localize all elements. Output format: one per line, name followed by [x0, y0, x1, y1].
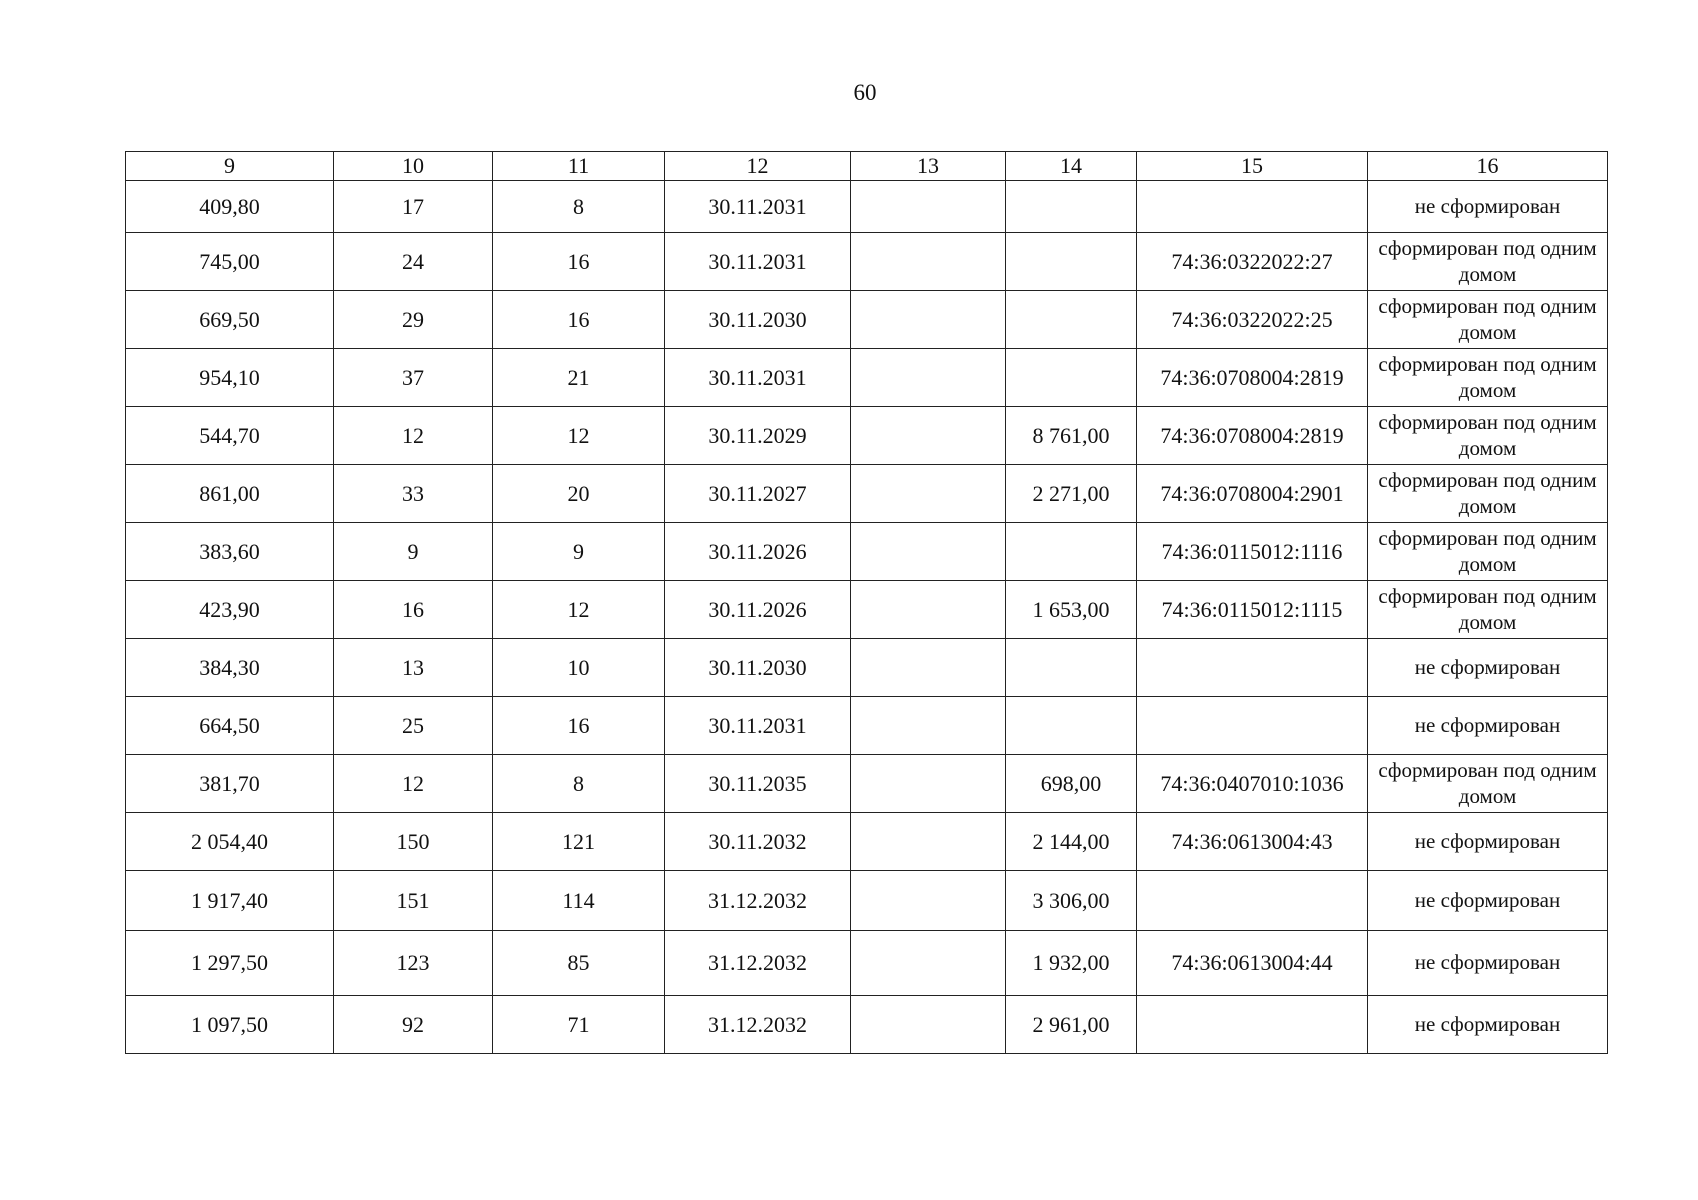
- table-row: [126, 813, 1608, 871]
- status-cell: не сформирован: [1368, 996, 1608, 1054]
- count-cell-2: 16: [493, 233, 665, 291]
- count-cell-2: 8: [493, 181, 665, 233]
- area-cell: 384,30: [126, 639, 334, 697]
- count-cell: 17: [334, 181, 493, 233]
- amount-cell: [1006, 697, 1137, 755]
- date-cell: 31.12.2032: [665, 931, 851, 996]
- col13-cell: [851, 996, 1006, 1054]
- count-cell: 150: [334, 813, 493, 871]
- table-row: [126, 349, 1608, 407]
- col13-cell: [851, 813, 1006, 871]
- amount-cell: 1 932,00: [1006, 931, 1137, 996]
- status-cell: не сформирован: [1368, 871, 1608, 931]
- table-row: [126, 181, 1608, 233]
- col13-cell: [851, 407, 1006, 465]
- cadastral-number-cell: 74:36:0708004:2901: [1137, 465, 1368, 523]
- date-cell: 30.11.2031: [665, 697, 851, 755]
- table-row: [126, 581, 1608, 639]
- col13-cell: [851, 931, 1006, 996]
- amount-cell: [1006, 181, 1137, 233]
- count-cell: 13: [334, 639, 493, 697]
- table-row: [126, 407, 1608, 465]
- column-header: 10: [334, 152, 493, 181]
- col13-cell: [851, 639, 1006, 697]
- table-row: [126, 755, 1608, 813]
- cadastral-number-cell: 74:36:0322022:27: [1137, 233, 1368, 291]
- table-row: [126, 931, 1608, 996]
- cadastral-number-cell: [1137, 639, 1368, 697]
- area-cell: 381,70: [126, 755, 334, 813]
- count-cell: 25: [334, 697, 493, 755]
- count-cell-2: 8: [493, 755, 665, 813]
- area-cell: 423,90: [126, 581, 334, 639]
- area-cell: 669,50: [126, 291, 334, 349]
- count-cell-2: 114: [493, 871, 665, 931]
- status-cell: сформирован под одним домом: [1368, 291, 1608, 349]
- date-cell: 30.11.2026: [665, 523, 851, 581]
- count-cell: 33: [334, 465, 493, 523]
- amount-cell: [1006, 523, 1137, 581]
- date-cell: 30.11.2032: [665, 813, 851, 871]
- date-cell: 30.11.2029: [665, 407, 851, 465]
- table-row: [126, 291, 1608, 349]
- status-cell: не сформирован: [1368, 181, 1608, 233]
- col13-cell: [851, 697, 1006, 755]
- table-row: [126, 697, 1608, 755]
- count-cell-2: 20: [493, 465, 665, 523]
- count-cell-2: 10: [493, 639, 665, 697]
- status-cell: сформирован под одним домом: [1368, 407, 1608, 465]
- amount-cell: 698,00: [1006, 755, 1137, 813]
- date-cell: 30.11.2030: [665, 291, 851, 349]
- count-cell: 37: [334, 349, 493, 407]
- cadastral-number-cell: [1137, 996, 1368, 1054]
- date-cell: 30.11.2026: [665, 581, 851, 639]
- count-cell-2: 121: [493, 813, 665, 871]
- count-cell: 24: [334, 233, 493, 291]
- date-cell: 30.11.2031: [665, 181, 851, 233]
- col13-cell: [851, 233, 1006, 291]
- status-cell: не сформирован: [1368, 697, 1608, 755]
- area-cell: 544,70: [126, 407, 334, 465]
- count-cell-2: 71: [493, 996, 665, 1054]
- date-cell: 31.12.2032: [665, 996, 851, 1054]
- count-cell-2: 85: [493, 931, 665, 996]
- count-cell-2: 12: [493, 407, 665, 465]
- amount-cell: [1006, 291, 1137, 349]
- cadastral-number-cell: 74:36:0613004:44: [1137, 931, 1368, 996]
- date-cell: 30.11.2027: [665, 465, 851, 523]
- amount-cell: 8 761,00: [1006, 407, 1137, 465]
- status-cell: сформирован под одним домом: [1368, 233, 1608, 291]
- amount-cell: [1006, 639, 1137, 697]
- col13-cell: [851, 181, 1006, 233]
- status-cell: не сформирован: [1368, 813, 1608, 871]
- status-cell: сформирован под одним домом: [1368, 581, 1608, 639]
- cadastral-number-cell: [1137, 697, 1368, 755]
- status-cell: не сформирован: [1368, 931, 1608, 996]
- count-cell-2: 16: [493, 697, 665, 755]
- col13-cell: [851, 871, 1006, 931]
- cadastral-number-cell: 74:36:0322022:25: [1137, 291, 1368, 349]
- count-cell: 92: [334, 996, 493, 1054]
- count-cell: 29: [334, 291, 493, 349]
- table-body: [126, 181, 1608, 1054]
- area-cell: 1 297,50: [126, 931, 334, 996]
- cadastral-number-cell: 74:36:0407010:1036: [1137, 755, 1368, 813]
- count-cell: 9: [334, 523, 493, 581]
- amount-cell: 2 271,00: [1006, 465, 1137, 523]
- status-cell: сформирован под одним домом: [1368, 349, 1608, 407]
- cadastral-number-cell: 74:36:0613004:43: [1137, 813, 1368, 871]
- count-cell: 12: [334, 755, 493, 813]
- date-cell: 31.12.2032: [665, 871, 851, 931]
- column-header: 14: [1006, 152, 1137, 181]
- cadastral-number-cell: [1137, 871, 1368, 931]
- cadastral-number-cell: 74:36:0708004:2819: [1137, 407, 1368, 465]
- column-header: 13: [851, 152, 1006, 181]
- count-cell: 123: [334, 931, 493, 996]
- col13-cell: [851, 523, 1006, 581]
- column-header: 16: [1368, 152, 1608, 181]
- col13-cell: [851, 581, 1006, 639]
- col13-cell: [851, 349, 1006, 407]
- col13-cell: [851, 465, 1006, 523]
- data-table: [125, 151, 1608, 1054]
- status-cell: не сформирован: [1368, 639, 1608, 697]
- table-row: [126, 465, 1608, 523]
- area-cell: 2 054,40: [126, 813, 334, 871]
- col13-cell: [851, 291, 1006, 349]
- area-cell: 383,60: [126, 523, 334, 581]
- amount-cell: 2 961,00: [1006, 996, 1137, 1054]
- count-cell-2: 16: [493, 291, 665, 349]
- area-cell: 1 097,50: [126, 996, 334, 1054]
- area-cell: 664,50: [126, 697, 334, 755]
- count-cell: 12: [334, 407, 493, 465]
- count-cell-2: 12: [493, 581, 665, 639]
- amount-cell: 3 306,00: [1006, 871, 1137, 931]
- date-cell: 30.11.2030: [665, 639, 851, 697]
- amount-cell: 2 144,00: [1006, 813, 1137, 871]
- date-cell: 30.11.2031: [665, 233, 851, 291]
- status-cell: сформирован под одним домом: [1368, 755, 1608, 813]
- status-cell: сформирован под одним домом: [1368, 465, 1608, 523]
- col13-cell: [851, 755, 1006, 813]
- column-header: 12: [665, 152, 851, 181]
- page-number: 60: [853, 80, 877, 105]
- date-cell: 30.11.2035: [665, 755, 851, 813]
- status-cell: сформирован под одним домом: [1368, 523, 1608, 581]
- count-cell: 16: [334, 581, 493, 639]
- column-header: 15: [1137, 152, 1368, 181]
- count-cell-2: 21: [493, 349, 665, 407]
- table-row: [126, 996, 1608, 1054]
- cadastral-number-cell: 74:36:0115012:1116: [1137, 523, 1368, 581]
- area-cell: 954,10: [126, 349, 334, 407]
- table-row: [126, 523, 1608, 581]
- column-header: 9: [126, 152, 334, 181]
- table-row: [126, 639, 1608, 697]
- table-row: [126, 871, 1608, 931]
- count-cell: 151: [334, 871, 493, 931]
- table-row: [126, 233, 1608, 291]
- area-cell: 861,00: [126, 465, 334, 523]
- amount-cell: [1006, 349, 1137, 407]
- cadastral-number-cell: 74:36:0708004:2819: [1137, 349, 1368, 407]
- amount-cell: 1 653,00: [1006, 581, 1137, 639]
- date-cell: 30.11.2031: [665, 349, 851, 407]
- table-header-row: [126, 152, 1608, 181]
- amount-cell: [1006, 233, 1137, 291]
- area-cell: 745,00: [126, 233, 334, 291]
- area-cell: 409,80: [126, 181, 334, 233]
- cadastral-number-cell: 74:36:0115012:1115: [1137, 581, 1368, 639]
- cadastral-number-cell: [1137, 181, 1368, 233]
- column-header: 11: [493, 152, 665, 181]
- area-cell: 1 917,40: [126, 871, 334, 931]
- count-cell-2: 9: [493, 523, 665, 581]
